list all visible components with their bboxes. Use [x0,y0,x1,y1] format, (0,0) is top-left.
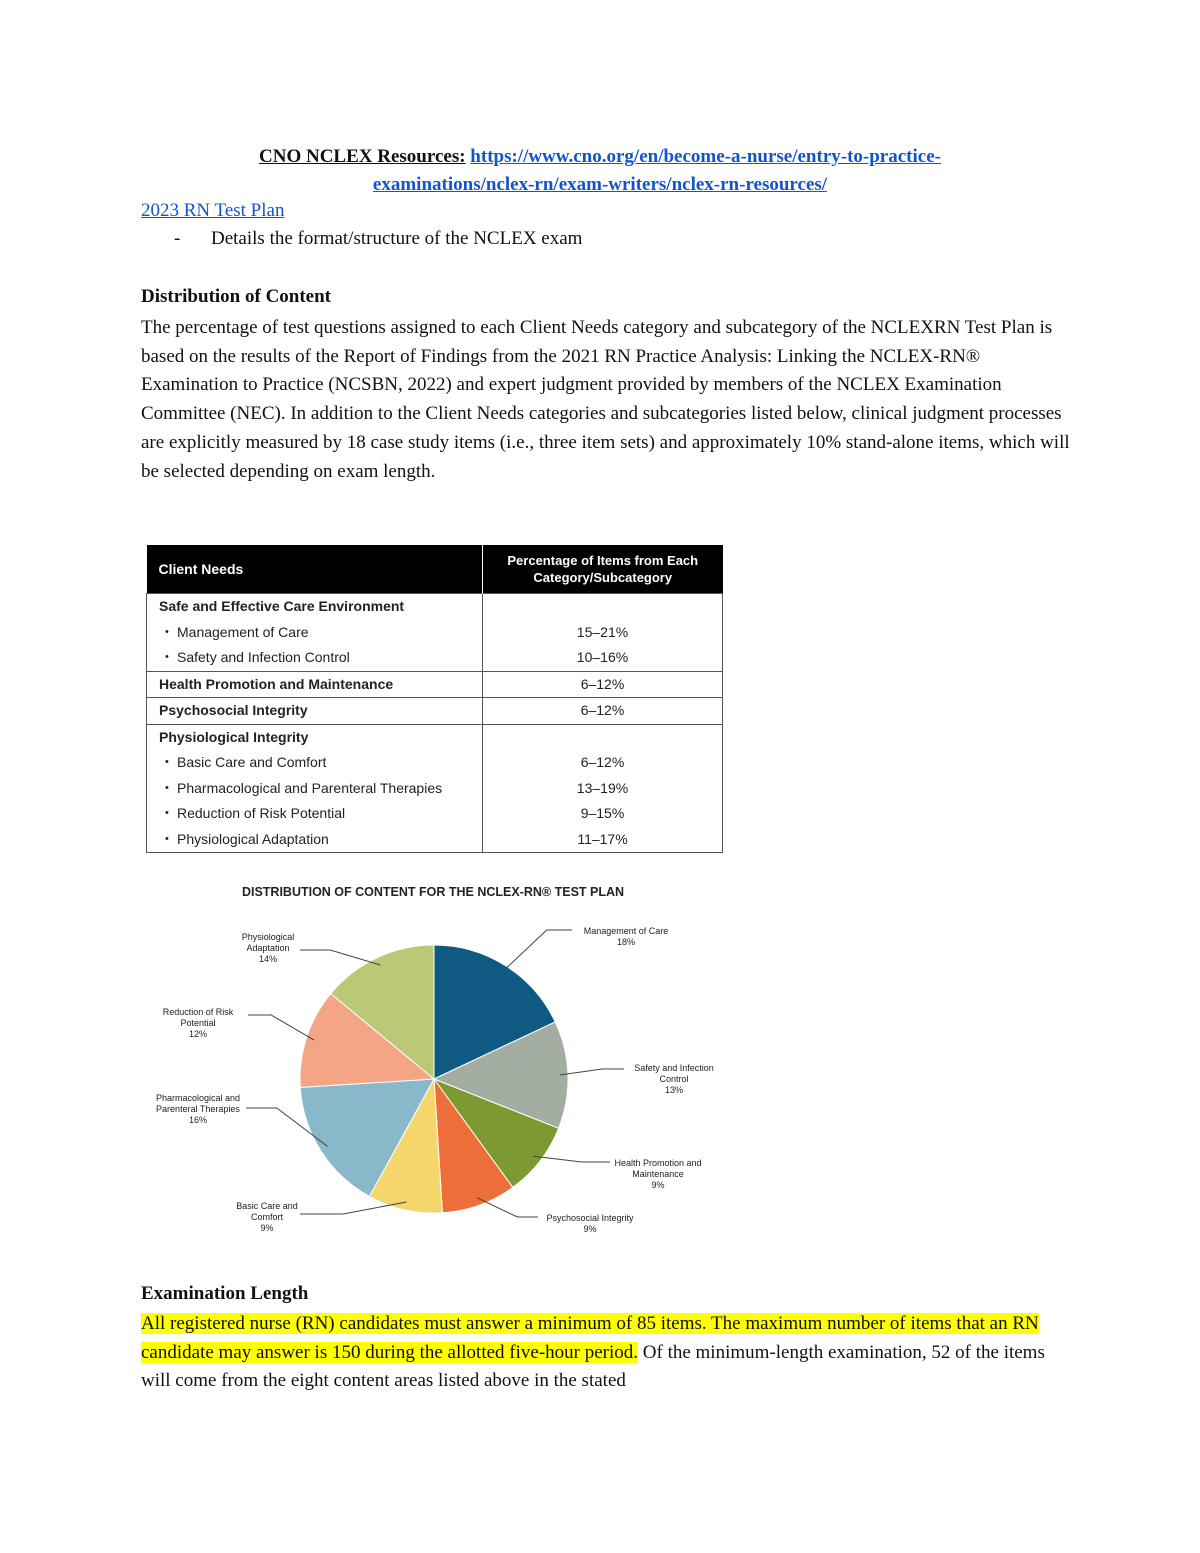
chart-title: DISTRIBUTION OF CONTENT FOR THE NCLEX-RN® TEST PLAN [241,885,625,899]
exam-length-heading: Examination Length [141,1283,309,1304]
subcategory-percentage: 13–19% [576,779,629,796]
distribution-heading: Distribution of Content [141,286,332,307]
pie-slice-label [584,926,669,947]
percentage-cell [483,698,723,725]
subcategory-percentage: 6–12% [580,754,625,770]
pie-slice-percent: 13% [664,1085,684,1095]
pie-slice-percent: 9% [583,1224,597,1234]
subcategory-item [147,750,482,776]
client-needs-table [146,545,723,853]
percentage-cell [483,594,723,672]
subcategory-item [147,776,482,802]
category-cell [147,671,483,698]
pie-slice-label-line: Safety and Infection [634,1063,714,1073]
pie-slice-label [163,1007,234,1039]
bullet-dash: - [174,228,181,249]
percentage-cell [483,724,723,853]
pie-slice-label-line: Reduction of Risk [162,1007,234,1017]
subcategory-label: Basic Care and Comfort [177,754,327,770]
subcategory-percentage: 11–17% [577,830,628,847]
pie-leader-line [502,930,572,973]
exam-length-rest: Of the minimum-length examination, 52 of the items will come from the eight content areas listed above in the stated [141,1341,1045,1392]
pie-slice-label [156,1093,240,1125]
subcategory-label: Physiological Adaptation [177,830,329,847]
bullet-glyph: • [165,625,169,638]
category-percentage: 6–12% [580,702,625,718]
pie-leader-line [534,1156,610,1162]
pie-slice-label-line: Physiological [241,932,295,942]
pie-slice-label-line: Pharmacological and [155,1093,241,1103]
pie-slice-label [242,932,295,964]
pie-slice-label-line: Potential [180,1018,216,1028]
exam-length-paragraph [141,1310,1071,1396]
bullet-glyph: • [165,756,169,768]
test-plan-link[interactable]: 2023 RN Test Plan [141,200,285,221]
pie-slice-label-line: Management of Care [583,926,669,936]
pie-slice-label [546,1213,634,1234]
table-row [147,698,723,725]
pie-slice-label-line: Adaptation [246,943,290,953]
subcategory-item [147,801,482,827]
category-percentage [483,594,722,620]
pie-slice-label-line: Parenteral Therapies [156,1104,240,1114]
bullet-glyph: • [165,651,169,663]
bullet-glyph: • [165,781,169,794]
category-label: Physiological Integrity [159,728,309,745]
pie-slice-label-line: Health Promotion and [614,1158,702,1168]
pie-leader-line [248,1015,314,1040]
resources-url-part1[interactable]: https://www.cno.org/en/become-a-nurse/entry-to-practice- [470,146,941,167]
pie-leader-line [560,1069,624,1075]
table-row [147,594,723,672]
subcategory-label: Safety and Infection Control [177,649,350,665]
pie-slice-label-line: Control [659,1074,689,1084]
resources-header [140,143,1060,199]
test-plan-bullet [174,228,582,250]
distribution-pie-chart [140,878,740,1258]
subcategory-item [147,827,482,853]
exam-length-highlight: All registered nurse (RN) candidates must answer a minimum of 85 items. The maximum number of items that an RN candidate may answer is 150 during the allotted five-hour period. [141,1313,1039,1363]
percentage-cell [483,671,723,698]
pie-slice-label-line: Comfort [250,1212,284,1222]
bullet-glyph: • [165,832,169,845]
table-row [147,724,723,853]
pie-slice-percent: 12% [188,1029,208,1039]
subcategory-percentage: 15–21% [576,623,629,640]
resources-url-part2[interactable]: examinations/nclex-rn/exam-writers/nclex-rn-resources/ [372,174,828,195]
pie-slice-label-line: Psychosocial Integrity [546,1213,634,1223]
subcategory-label: Pharmacological and Parenteral Therapies [177,779,443,796]
pie-slice-label [634,1063,714,1095]
subcategory-item [147,620,482,646]
category-percentage: 6–12% [580,675,625,692]
subcategory-percentage: 10–16% [576,649,629,665]
category-label: Health Promotion and Maintenance [159,675,394,692]
pie-slice-percent: 18% [616,937,636,947]
pie-slice-percent: 14% [258,954,278,964]
pie-slice-label [236,1201,298,1233]
subcategory-label: Management of Care [177,623,309,640]
category-cell [147,594,483,672]
pie-slice-label-line: Basic Care and [236,1201,298,1211]
table-header-row [147,545,723,594]
table-row [147,671,723,698]
subcategory-item [147,645,482,671]
pie-slice-percent: 16% [188,1115,208,1125]
subcategory-label: Reduction of Risk Potential [177,805,346,821]
pie-slice-percent: 9% [260,1223,274,1233]
pie-slice-label-line: Maintenance [632,1169,684,1179]
pie-slice-label [614,1158,701,1190]
category-label: Safe and Effective Care Environment [159,598,405,614]
category-label: Psychosocial Integrity [159,702,308,718]
category-percentage [483,725,722,751]
category-cell [147,698,483,725]
test-plan-bullet-text: Details the format/structure of the NCLEX exam [211,228,583,249]
category-cell [147,724,483,853]
resources-label: CNO NCLEX Resources: [259,146,466,167]
col-percentage: Percentage of Items from Each Category/Subcategory [483,545,723,594]
col-client-needs: Client Needs [147,545,483,594]
bullet-glyph: • [165,807,169,819]
pie-slice-percent: 9% [651,1180,665,1190]
distribution-paragraph: The percentage of test questions assigned to each Client Needs category and subcategory of the NCLEXRN Test Plan is based on the results of the Report of Findings from the 2021 RN Practice Analysis: Linking the NCLEX-RN® Examination to Practice (NCSBN, 2022) and expert judgment provided by members of the NCLEX Examination Committee (NEC). In addition to the Client Needs categories and subcategories listed below, clinical judgment processes are explicitly measured by 18 case study items (i.e., three item sets) and approximately 10% stand-alone items, which will be selected depending on exam length. [141,317,1070,482]
subcategory-percentage: 9–15% [580,805,625,821]
